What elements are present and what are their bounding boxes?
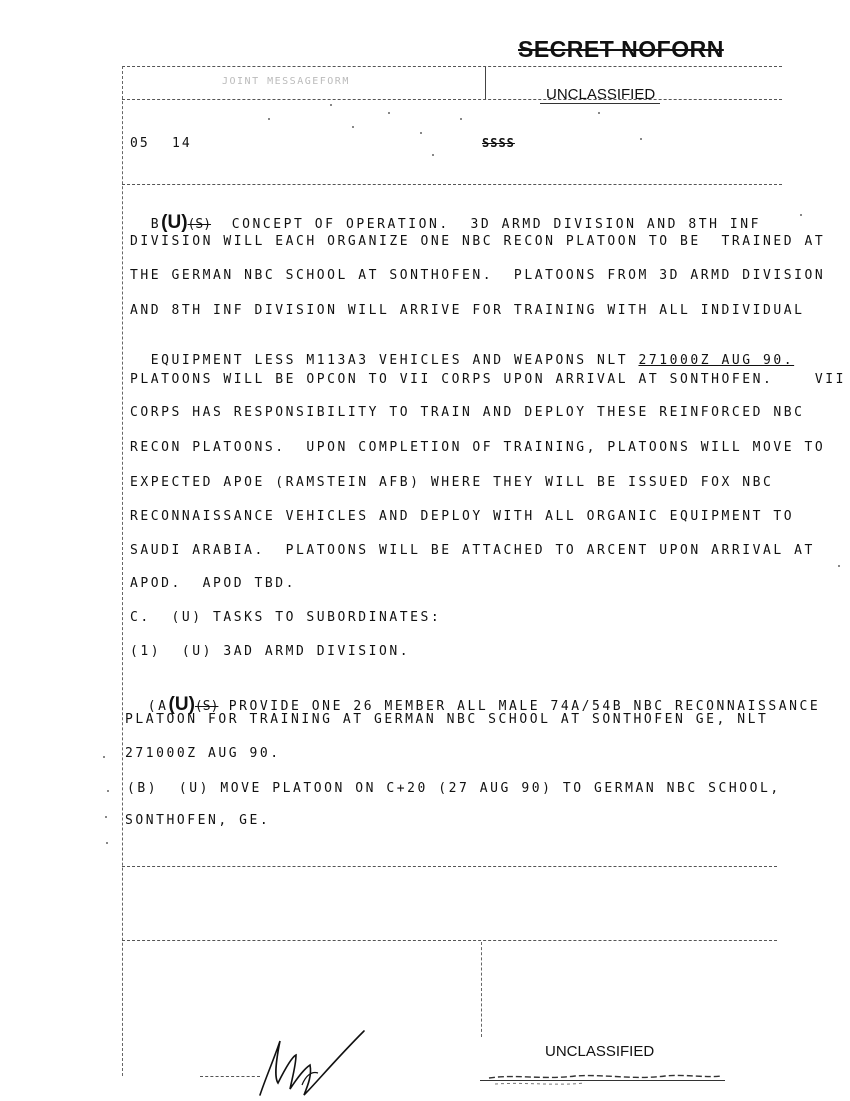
- form-left-border: [122, 66, 123, 1076]
- paragraph-b-line-1: [130, 197, 761, 234]
- body-line: THE GERMAN NBC SCHOOL AT SONTHOFEN. PLATOONS FROM 3D ARMD DIVISION: [130, 268, 826, 283]
- scan-speck: [330, 104, 332, 106]
- struck-code: SSSS: [482, 136, 515, 150]
- paragraph-a-line-1: [127, 679, 820, 716]
- paragraph-b-prefix: B: [150, 217, 162, 232]
- scan-speck: [460, 118, 462, 120]
- bottom-stamp-smudge: [485, 1068, 725, 1090]
- header-row-rule: [122, 99, 782, 100]
- signature-block-divider: [481, 942, 482, 1037]
- form-top-border: [122, 66, 782, 67]
- body-line: APOD. APOD TBD.: [130, 576, 297, 591]
- body-line: CORPS HAS RESPONSIBILITY TO TRAIN AND DEPLOY THESE REINFORCED NBC: [130, 405, 805, 420]
- body-line: RECONNAISSANCE VEHICLES AND DEPLOY WITH ALL ORGANIC EQUIPMENT TO: [130, 509, 795, 524]
- paragraph-b-classification-mark: (U): [161, 212, 188, 233]
- scan-speck: [105, 816, 107, 818]
- scan-speck: [432, 154, 434, 156]
- body-line: PLATOON FOR TRAINING AT GERMAN NBC SCHOOL AT SONTHOFEN GE, NLT: [125, 712, 769, 727]
- line-number-b: 14: [172, 136, 192, 151]
- handwritten-signature: [240, 1025, 370, 1101]
- body-line-text: EQUIPMENT LESS M113A3 VEHICLES AND WEAPONS NLT: [150, 353, 639, 368]
- body-line: SONTHOFEN, GE.: [125, 813, 271, 828]
- body-line: [130, 338, 794, 368]
- paragraph-a-struck-mark: (S): [194, 699, 219, 714]
- scan-speck: [800, 214, 802, 216]
- top-classification-marking: SECRET NOFORN: [518, 36, 724, 62]
- scan-speck: [106, 842, 108, 844]
- bottom-classification-label: UNCLASSIFIED: [545, 1043, 655, 1060]
- scan-speck: [420, 132, 422, 134]
- body-bottom-rule: [122, 866, 777, 867]
- body-top-rule: [122, 184, 782, 185]
- header-divider: [485, 67, 486, 99]
- paragraph-b-struck-mark: (S): [187, 217, 212, 232]
- body-line: RECON PLATOONS. UPON COMPLETION OF TRAINING, PLATOONS WILL MOVE TO: [130, 440, 826, 455]
- body-line: 271000Z AUG 90.: [125, 746, 281, 761]
- form-title: JOINT MESSAGEFORM: [222, 76, 350, 87]
- body-line: DIVISION WILL EACH ORGANIZE ONE NBC RECON PLATOON TO BE TRAINED AT: [130, 234, 826, 249]
- paragraph-a-classification-mark: (U): [168, 694, 195, 715]
- paragraph-a-text: PROVIDE ONE 26 MEMBER ALL MALE 74A/54B NBC RECONNAISSANCE: [228, 699, 821, 714]
- signature-block-rule: [122, 940, 777, 941]
- scan-speck: [640, 138, 642, 140]
- scan-speck: [103, 756, 105, 758]
- paragraph-b-text: CONCEPT OF OPERATION. 3D ARMD DIVISION AND 8TH INF: [231, 217, 762, 232]
- scan-speck: [107, 790, 109, 792]
- body-line: AND 8TH INF DIVISION WILL ARRIVE FOR TRAINING WITH ALL INDIVIDUAL: [130, 303, 805, 318]
- section-c-heading: C. (U) TASKS TO SUBORDINATES:: [130, 610, 442, 625]
- nlt-date-underlined: 271000Z AUG 90.: [638, 353, 795, 368]
- body-line: PLATOONS WILL BE OPCON TO VII CORPS UPON ARRIVAL AT SONTHOFEN. VII: [130, 372, 846, 387]
- body-line: SAUDI ARABIA. PLATOONS WILL BE ATTACHED TO ARCENT UPON ARRIVAL AT: [130, 543, 815, 558]
- top-classification-label: UNCLASSIFIED: [546, 86, 656, 103]
- body-line: EXPECTED APOE (RAMSTEIN AFB) WHERE THEY WILL BE ISSUED FOX NBC: [130, 475, 774, 490]
- paragraph-a-prefix: (A: [147, 699, 169, 714]
- paragraph-b2-line-1: (B) (U) MOVE PLATOON ON C+20 (27 AUG 90) TO GERMAN NBC SCHOOL,: [127, 781, 781, 796]
- subsection-1-heading: (1) (U) 3AD ARMD DIVISION.: [130, 644, 411, 659]
- scan-speck: [352, 126, 354, 128]
- scan-speck: [388, 112, 390, 114]
- scan-speck: [598, 112, 600, 114]
- scan-speck: [838, 565, 840, 567]
- scan-speck: [268, 118, 270, 120]
- top-classification-underline: [540, 103, 660, 104]
- line-number-a: 05: [130, 136, 150, 151]
